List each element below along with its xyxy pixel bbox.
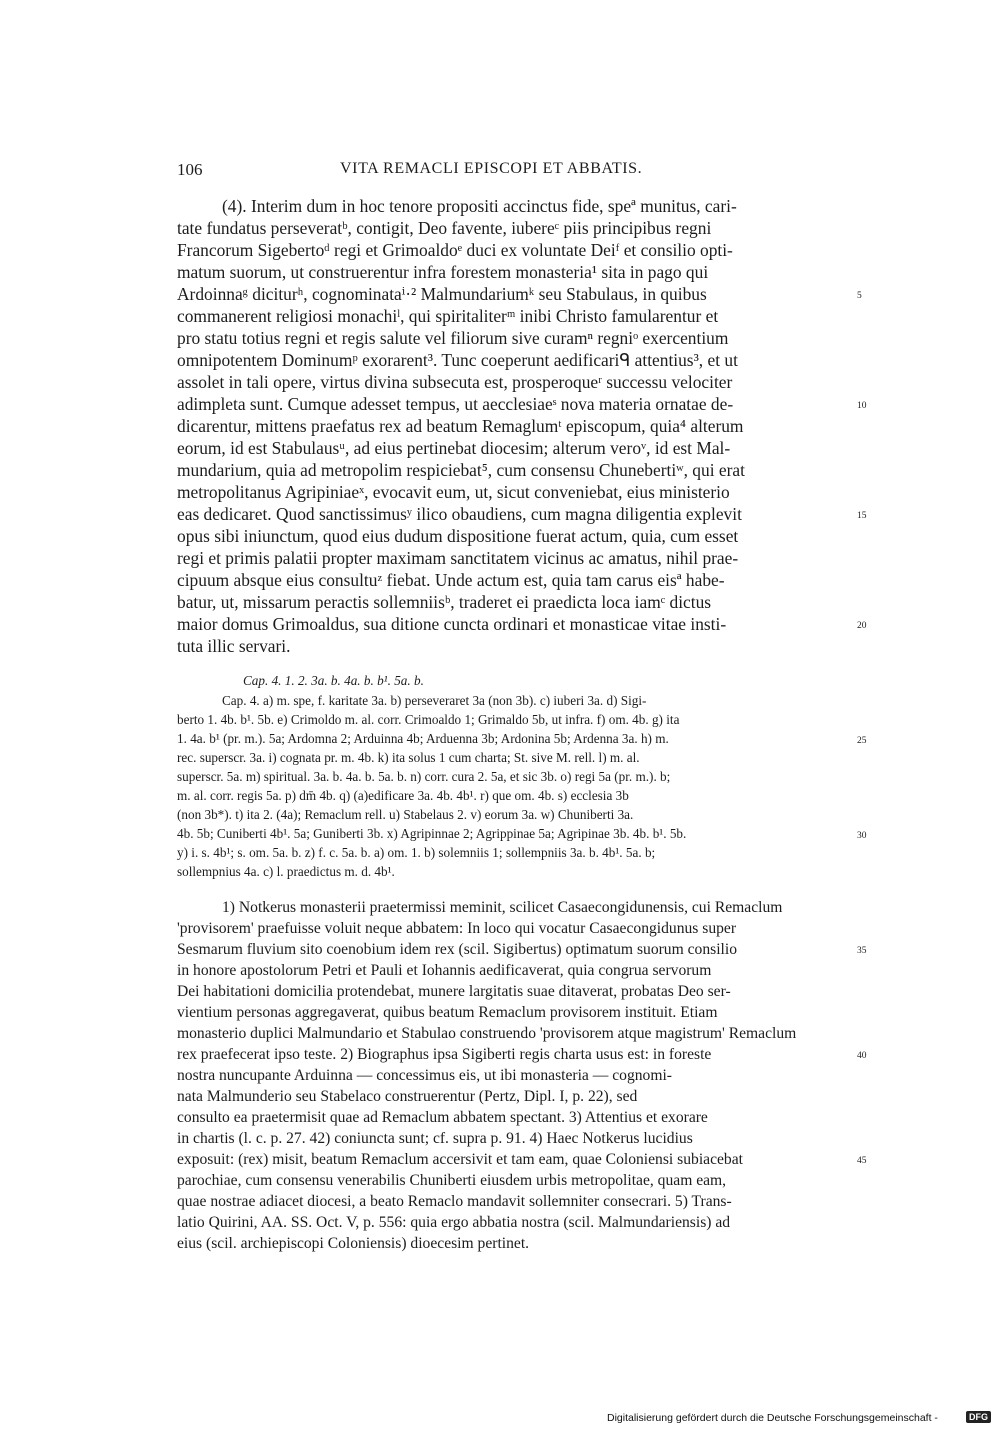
text-line: tate fundatus perseveratᵇ, contigit, Deo favente, iubereᶜ piis principibus regni bbox=[177, 218, 712, 238]
text-line: eas dedicaret. Quod sanctissimusʸ ilico obaudiens, cum magna diligentia explevit bbox=[177, 504, 742, 524]
text-line: batur, ut, missarum peractis sollemniisᵇ, traderet ei praedicta loca iamᶜ dictus bbox=[177, 592, 712, 612]
text-line: assolet in tali opere, virtus divina subsecuta est, prosperoqueʳ successu velociter bbox=[177, 372, 733, 392]
page-number: 106 bbox=[177, 160, 203, 179]
note-line: Sesmarum fluvium sito coenobium idem rex (scil. Sigibertus) optimatum suorum consilio bbox=[177, 941, 738, 958]
margin-line-number: 30 bbox=[857, 831, 867, 841]
footnote-line: berto 1. 4b. b¹. 5b. e) Crimoldo m. al. corr. Crimoaldo 1; Grimaldo 5b, ut infra. f) om. 4b. g) ita bbox=[177, 712, 680, 727]
note-line: monasterio duplici Malmundario et Stabulao construendo 'provisorem atque magistrum' Remaclum bbox=[177, 1025, 797, 1042]
text-line: mundarium, quia ad metropolim respiciebat⁵, cum consensu Chunebertiʷ, qui erat bbox=[177, 460, 745, 480]
footnote-line: y) i. s. 4b¹; s. om. 5a. b. z) f. c. 5a. b. a) om. 1. b) solemniis 1; sollempniis 3a. b. 4b¹. 5a. b; bbox=[177, 845, 656, 860]
note-line: Dei habitationi domicilia protendebat, munere largitatis suae ditaverat, probatas Deo ser- bbox=[177, 983, 731, 1000]
text-line: tuta illic servari. bbox=[177, 636, 291, 656]
margin-line-number: 20 bbox=[857, 621, 867, 631]
note-line: vientium personas aggregaverat, quibus beatum Remaclum provisorem instituit. Etiam bbox=[177, 1004, 718, 1021]
footnote-line: Cap. 4. 1. 2. 3a. b. 4a. b. b¹. 5a. b. bbox=[243, 673, 424, 688]
text-line: omnipotentem Dominumᵖ exorarent³. Tunc coeperunt aedificariᑫ attentius³, et ut bbox=[177, 350, 738, 370]
margin-line-number: 15 bbox=[857, 511, 867, 521]
note-line: rex praefecerat ipso teste. 2) Biographus ipsa Sigiberti regis charta usus est: in foreste bbox=[177, 1046, 712, 1063]
text-line: cipuum absque eius consultuᶻ fiebat. Unde actum est, quia tam carus eisª habe- bbox=[177, 570, 725, 590]
footnote-line: rec. superscr. 3a. i) cognata pr. m. 4b. k) ita solus 1 cum charta; St. sive M. rell. l) m. al. bbox=[177, 750, 640, 765]
text-line: Francorum Sigebertoᵈ regi et Grimoaldoᵉ duci ex voluntate Deiᶠ et consilio opti- bbox=[177, 240, 733, 260]
text-line: adimpleta sunt. Cumque adesset tempus, ut aecclesiaeˢ nova materia ornatae de- bbox=[177, 394, 734, 414]
note-line: exposuit: (rex) misit, beatum Remaclum accersivit et tam eam, quae Coloniensi subiacebat bbox=[177, 1151, 743, 1168]
digitization-credit: Digitalisierung gefördert durch die Deutsche Forschungsgemeinschaft - bbox=[607, 1412, 938, 1424]
note-line: nostra nuncupante Arduinna — concessimus eis, ut ibi monasteria — cognomi- bbox=[177, 1067, 673, 1084]
footnote-line: (non 3b*). t) ita 2. (4a); Remaclum rell. u) Stabelaus 2. v) eorum 3a. w) Chuniberti 3a. bbox=[177, 807, 634, 822]
note-line: in chartis (l. c. p. 27. 42) coniuncta sunt; cf. supra p. 91. 4) Haec Notkerus lucidius bbox=[177, 1130, 693, 1147]
footnote-line: sollempnius 4a. c) l. praedictus m. d. 4b¹. bbox=[177, 864, 395, 879]
note-line: parochiae, cum consensu venerabilis Chuniberti eiusdem urbis metropolitae, quam eam, bbox=[177, 1172, 727, 1189]
footnote-line: m. al. corr. regis 5a. p) dm̄ 4b. q) (a)edificare 3a. 4b. 4b¹. r) que om. 4b. s) ecclesia 3b bbox=[177, 788, 629, 803]
text-line: metropolitanus Agripiniaeˣ, evocavit eum, ut, sicut conveniebat, eius ministerio bbox=[177, 482, 730, 502]
dfg-logo: DFG bbox=[966, 1411, 991, 1423]
text-line: pro statu totius regni et regis salute vel filiorum sive curamⁿ regniᵒ exercentium bbox=[177, 328, 729, 348]
running-title: VITA REMACLI EPISCOPI ET ABBATIS. bbox=[340, 160, 643, 177]
text-line: maior domus Grimoaldus, sua ditione cuncta ordinari et monasticae vitae insti- bbox=[177, 614, 727, 634]
note-line: latio Quirini, AA. SS. Oct. V, p. 556: quia ergo abbatia nostra (scil. Malmundariensis) ad bbox=[177, 1214, 731, 1231]
text-line: opus sibi iniunctum, quod eius dudum dispositione fuerat actum, quia, cum esset bbox=[177, 526, 739, 546]
note-line: nata Malmunderio seu Stabelaco construerentur (Pertz, Dipl. I, p. 22), sed bbox=[177, 1088, 638, 1105]
margin-line-number: 45 bbox=[857, 1156, 867, 1166]
footnote-line: 4b. 5b; Cuniberti 4b¹. 5a; Guniberti 3b. x) Agripinnae 2; Agrippinae 5a; Agripinae 3b. 4b. b¹. 5b. bbox=[177, 826, 687, 841]
margin-line-number: 5 bbox=[857, 291, 862, 301]
text-line: dicarentur, mittens praefatus rex ad beatum Remaglumᵗ episcopum, quia⁴ alterum bbox=[177, 416, 744, 436]
footnote-line: 1. 4a. b¹ (pr. m.). 5a; Ardomna 2; Arduinna 4b; Arduenna 3b; Ardonina 5b; Ardenna 3a. h) m. bbox=[177, 731, 669, 746]
note-line: 1) Notkerus monasterii praetermissi meminit, scilicet Casaecongidunensis, cui Remaclum bbox=[222, 899, 783, 916]
note-line: consulto ea praetermisit quae ad Remaclum abbatem spectant. 3) Attentius et exorare bbox=[177, 1109, 708, 1126]
margin-line-number: 10 bbox=[857, 401, 867, 411]
note-line: 'provisorem' praefuisse voluit neque abbatem: In loco qui vocatur Casaecongidunus super bbox=[177, 920, 737, 937]
text-line: regi et primis palatii propter maximam sanctitatem vicinus ac amatus, nihil prae- bbox=[177, 548, 739, 568]
footnote-line: superscr. 5a. m) spiritual. 3a. b. 4a. b. 5a. b. n) corr. cura 2. 5a, et sic 3b. o) regi 5a (pr. m.). b; bbox=[177, 769, 671, 784]
text-line: (4). Interim dum in hoc tenore propositi accinctus fide, speª munitus, cari- bbox=[222, 196, 737, 216]
margin-line-number: 35 bbox=[857, 946, 867, 956]
note-line: in honore apostolorum Petri et Pauli et Iohannis aedificaverat, quia congrua servorum bbox=[177, 962, 712, 979]
margin-line-number: 40 bbox=[857, 1051, 867, 1061]
text-line: Ardoinnaᵍ diciturʰ, cognominataⁱ·² Malmundariumᵏ seu Stabulaus, in quibus bbox=[177, 284, 707, 304]
margin-line-number: 25 bbox=[857, 736, 867, 746]
note-line: eius (scil. archiepiscopi Coloniensis) dioecesim pertinet. bbox=[177, 1235, 530, 1252]
footnote-line: Cap. 4. a) m. spe, f. karitate 3a. b) perseveraret 3a (non 3b). c) iuberi 3a. d) Sigi- bbox=[222, 693, 647, 708]
note-line: quae nostrae adiacet diocesi, a beato Remaclo mandavit sollemniter consecrari. 5) Trans- bbox=[177, 1193, 732, 1210]
text-line: eorum, id est Stabulausᵘ, ad eius pertinebat diocesim; alterum veroᵛ, id est Mal- bbox=[177, 438, 731, 458]
text-line: commanerent religiosi monachiˡ, qui spiritaliterᵐ inibi Christo famularentur et bbox=[177, 306, 719, 326]
text-line: matum suorum, ut construerentur infra forestem monasteria¹ sita in pago qui bbox=[177, 262, 709, 282]
